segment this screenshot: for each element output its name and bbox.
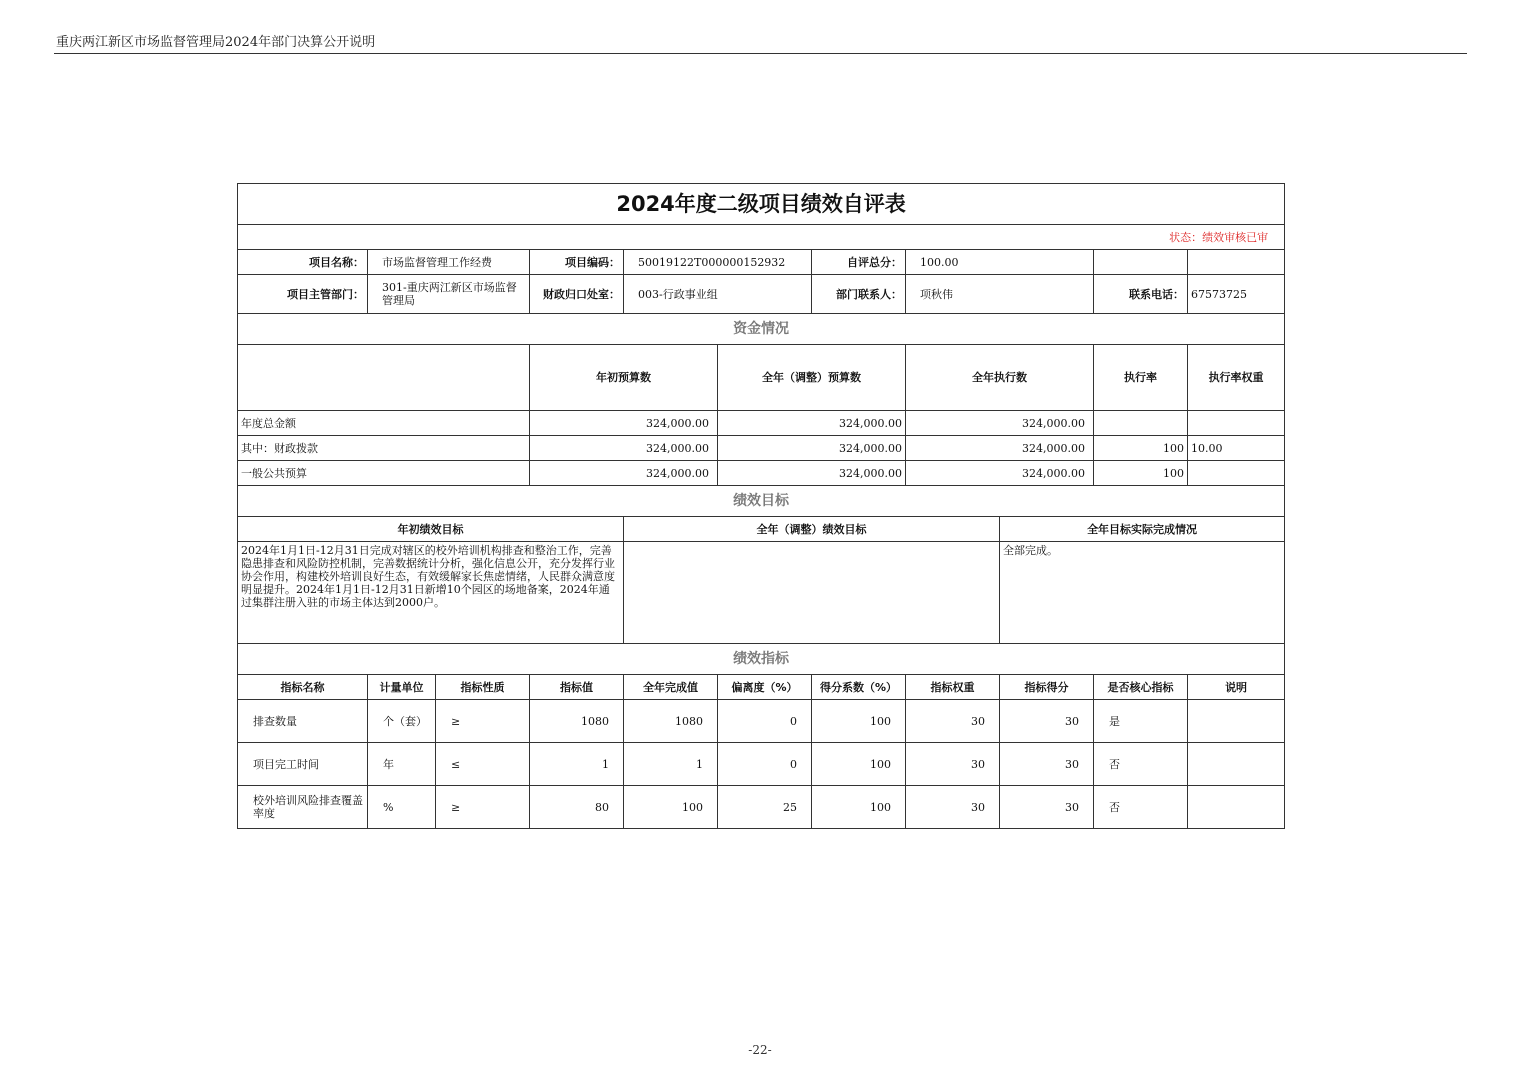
indicator-coefficient: 100	[812, 700, 906, 743]
indicator-deviation: 0	[718, 743, 812, 786]
funds-header: 全年执行数	[906, 345, 1094, 411]
goals-header: 年初绩效目标	[238, 517, 624, 542]
contact-value: 项秋伟	[906, 275, 1094, 314]
indicator-name: 校外培训风险排查覆盖率度	[238, 786, 368, 829]
empty-cell	[1094, 250, 1188, 275]
indicator-unit: 个（套）	[368, 700, 436, 743]
indicator-row	[238, 743, 1285, 786]
funds-corner-cell	[238, 345, 530, 411]
indicator-header: 计量单位	[368, 675, 436, 700]
page-number: -22-	[748, 1043, 772, 1057]
indicator-target: 1	[530, 743, 624, 786]
goals-initial-text: 2024年1月1日-12月31日完成对辖区的校外培训机构排查和整治工作，完善隐患排查和风险防控机制，完善数据统计分析，强化信息公开，充分发挥行业协会作用，构建校外培训良好生态，有效缓解家长焦虑情绪，人民群众满意度明显提升。2024年1月1日-12月31日新增10个园区的场地备案，2024年通过集群注册入驻的市场主体达到2000户。	[238, 542, 624, 644]
indicator-target: 80	[530, 786, 624, 829]
funds-header: 全年（调整）预算数	[718, 345, 906, 411]
indicator-actual: 1	[624, 743, 718, 786]
indicator-header: 指标得分	[1000, 675, 1094, 700]
goals-adjusted-text	[624, 542, 1000, 644]
indicator-header: 指标性质	[436, 675, 530, 700]
indicator-score: 30	[1000, 786, 1094, 829]
goals-header: 全年（调整）绩效目标	[624, 517, 1000, 542]
indicator-header: 指标名称	[238, 675, 368, 700]
phone-value: 67573725	[1188, 275, 1285, 314]
finance-office-label: 财政归口处室：	[530, 275, 624, 314]
finance-office-value: 003-行政事业组	[624, 275, 812, 314]
self-score-value: 100.00	[906, 250, 1094, 275]
indicator-unit: 年	[368, 743, 436, 786]
indicator-nature: ≥	[436, 786, 530, 829]
goals-header: 全年目标实际完成情况	[1000, 517, 1285, 542]
project-name-value: 市场监督管理工作经费	[368, 250, 530, 275]
indicator-core: 是	[1094, 700, 1188, 743]
indicator-row	[238, 700, 1285, 743]
indicator-header: 得分系数（%）	[812, 675, 906, 700]
funds-row-name: 年度总金额	[238, 411, 530, 436]
indicator-row	[238, 786, 1285, 829]
header-rule	[54, 53, 1467, 54]
indicator-score: 30	[1000, 743, 1094, 786]
indicator-core: 否	[1094, 786, 1188, 829]
indicator-name: 项目完工时间	[238, 743, 368, 786]
indicator-unit: %	[368, 786, 436, 829]
indicator-note	[1188, 786, 1285, 829]
indicator-header: 指标权重	[906, 675, 1000, 700]
goals-section-title: 绩效目标	[238, 486, 1285, 517]
funds-executed: 324,000.00	[906, 411, 1094, 436]
indicator-header: 是否核心指标	[1094, 675, 1188, 700]
funds-executed: 324,000.00	[906, 436, 1094, 461]
project-name-label: 项目名称：	[238, 250, 368, 275]
funds-header: 执行率权重	[1188, 345, 1285, 411]
indicator-name: 排查数量	[238, 700, 368, 743]
funds-row	[238, 461, 1285, 486]
indicator-deviation: 25	[718, 786, 812, 829]
project-code-value: 50019122T000000152932	[624, 250, 812, 275]
phone-label: 联系电话：	[1094, 275, 1188, 314]
funds-executed: 324,000.00	[906, 461, 1094, 486]
funds-row	[238, 436, 1285, 461]
funds-row-name: 其中：财政拨款	[238, 436, 530, 461]
performance-evaluation-table	[237, 183, 1285, 829]
self-score-label: 自评总分：	[812, 250, 906, 275]
indicator-note	[1188, 700, 1285, 743]
funds-header: 执行率	[1094, 345, 1188, 411]
funds-rate: 100	[1094, 436, 1188, 461]
funds-weight: 10.00	[1188, 436, 1285, 461]
goals-actual-text: 全部完成。	[1000, 542, 1285, 644]
indicator-coefficient: 100	[812, 786, 906, 829]
indicator-weight: 30	[906, 700, 1000, 743]
funds-rate: 100	[1094, 461, 1188, 486]
indicator-target: 1080	[530, 700, 624, 743]
funds-adjusted: 324,000.00	[718, 461, 906, 486]
funds-weight	[1188, 411, 1285, 436]
indicator-weight: 30	[906, 743, 1000, 786]
indicator-header: 全年完成值	[624, 675, 718, 700]
funds-rate	[1094, 411, 1188, 436]
indicator-note	[1188, 743, 1285, 786]
funds-adjusted: 324,000.00	[718, 411, 906, 436]
funds-initial: 324,000.00	[530, 411, 718, 436]
indicator-score: 30	[1000, 700, 1094, 743]
funds-initial: 324,000.00	[530, 436, 718, 461]
funds-section-title: 资金情况	[238, 314, 1285, 345]
funds-header: 年初预算数	[530, 345, 718, 411]
indicator-header: 说明	[1188, 675, 1285, 700]
indicator-core: 否	[1094, 743, 1188, 786]
indicator-nature: ≥	[436, 700, 530, 743]
indicator-nature: ≤	[436, 743, 530, 786]
contact-label: 部门联系人：	[812, 275, 906, 314]
indicators-section-title: 绩效指标	[238, 644, 1285, 675]
indicator-header: 指标值	[530, 675, 624, 700]
dept-label: 项目主管部门：	[238, 275, 368, 314]
indicator-actual: 1080	[624, 700, 718, 743]
funds-row	[238, 411, 1285, 436]
indicator-header: 偏离度（%）	[718, 675, 812, 700]
project-code-label: 项目编码：	[530, 250, 624, 275]
empty-cell	[1188, 250, 1285, 275]
form-title: 2024年度二级项目绩效自评表	[238, 184, 1285, 225]
page-header: 重庆两江新区市场监督管理局2024年部门决算公开说明	[56, 35, 376, 50]
funds-initial: 324,000.00	[530, 461, 718, 486]
indicator-weight: 30	[906, 786, 1000, 829]
funds-adjusted: 324,000.00	[718, 436, 906, 461]
indicator-coefficient: 100	[812, 743, 906, 786]
dept-value: 301-重庆两江新区市场监督管理局	[368, 275, 530, 314]
funds-row-name: 一般公共预算	[238, 461, 530, 486]
status-text: 状态：绩效审核已审	[238, 225, 1285, 250]
indicator-deviation: 0	[718, 700, 812, 743]
indicator-actual: 100	[624, 786, 718, 829]
funds-weight	[1188, 461, 1285, 486]
